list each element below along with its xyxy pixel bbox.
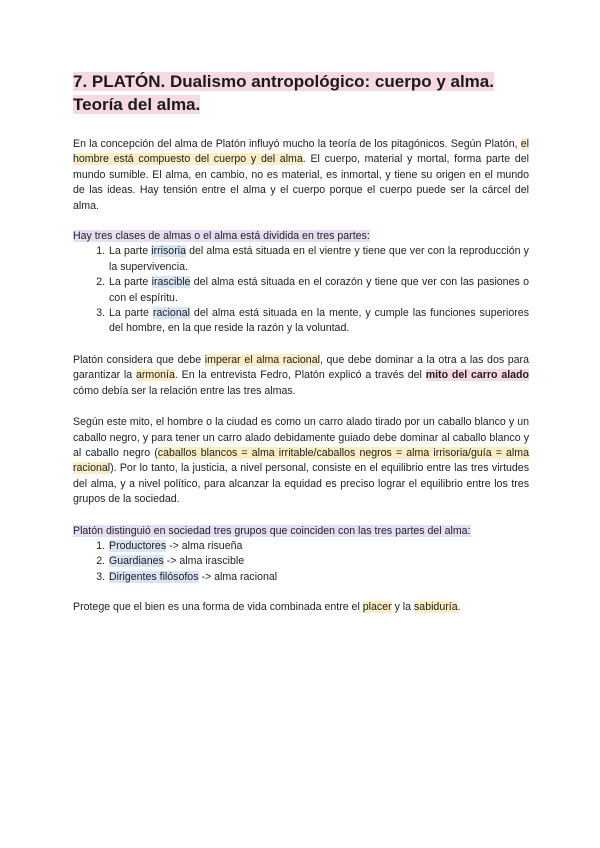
paragraph-concept: En la concepción del alma de Platón influyó mucho la teoría de los pitagónicos. Según Platón, el hombre está compuesto del cuerpo y del alma. El cuerpo, material y mortal, forma parte del mundo sumible. El alma, en cambio, no es material, es inmortal, y tiene su origen en el mundo de las ideas. Hay tensión entre el alma y el cuerpo porque el cuerpo puede ser la cárcel del alma.: [73, 138, 529, 212]
list-item: 2. Guardianes -> alma irascible: [108, 554, 529, 569]
list-item: 1. La parte irrisoria del alma está situada en el vientre y tiene que ver con la reproducción y la supervivencia.: [108, 244, 529, 275]
page-title: 7. PLATÓN. Dualismo antropológico: cuerpo y alma. Teoría del alma.: [73, 72, 494, 114]
paragraph-conclusion: Protege que el bien es una forma de vida combinada entre el placer y la sabiduría.: [73, 601, 461, 614]
list-item: 1. Productores -> alma risueña: [108, 539, 529, 554]
society-groups-list: [73, 539, 529, 585]
highlight-body-soul: el hombre está compuesto del cuerpo y del alma: [73, 138, 529, 166]
document-body: [73, 70, 529, 616]
paragraph-rational-soul: Platón considera que debe imperar el alma racional, que debe dominar a la otra a las dos para garantizar la armonía. En la entrevista Fedro, Platón explicó a través del mito del carro alado cómo debía ser la relación entre las tres almas.: [73, 353, 529, 397]
list-item: 3. Dirigentes filósofos -> alma racional: [108, 570, 529, 585]
highlight-myth: mito del carro alado: [425, 369, 529, 382]
list-intro-souls: Hay tres clases de almas o el alma está dividida en tres partes:: [73, 230, 370, 243]
soul-parts-list: [73, 244, 529, 336]
list-item: 2. La parte irascible del alma está situada en el corazón y tiene que ver con las pasiones o con el espíritu.: [108, 275, 529, 306]
list-item: 3. La parte racional del alma está situada en la mente, y cumple las funciones superiores del hombre, en la que reside la razón y la voluntad.: [108, 306, 529, 337]
paragraph-myth: Según este mito, el hombre o la ciudad es como un carro alado tirado por un caballo blanco y un caballo negro, y para tener un carro alado debidamente guiado debe dominar al caballo blanco y al caballo negro (caballos blancos = alma irritable/caballos negros = alma irrisoria/guía = alma racional). Por lo tanto, la justicia, a nivel personal, consiste en el equilibrio entre las tres virtudes del alma, y a nivel político, para alcanzar la equidad es preciso lograr el equilibrio entre los tres grupos de la sociedad.: [73, 416, 529, 506]
list-intro-groups: Platón distinguió en sociedad tres grupos que coinciden con las tres partes del alma:: [73, 524, 471, 537]
